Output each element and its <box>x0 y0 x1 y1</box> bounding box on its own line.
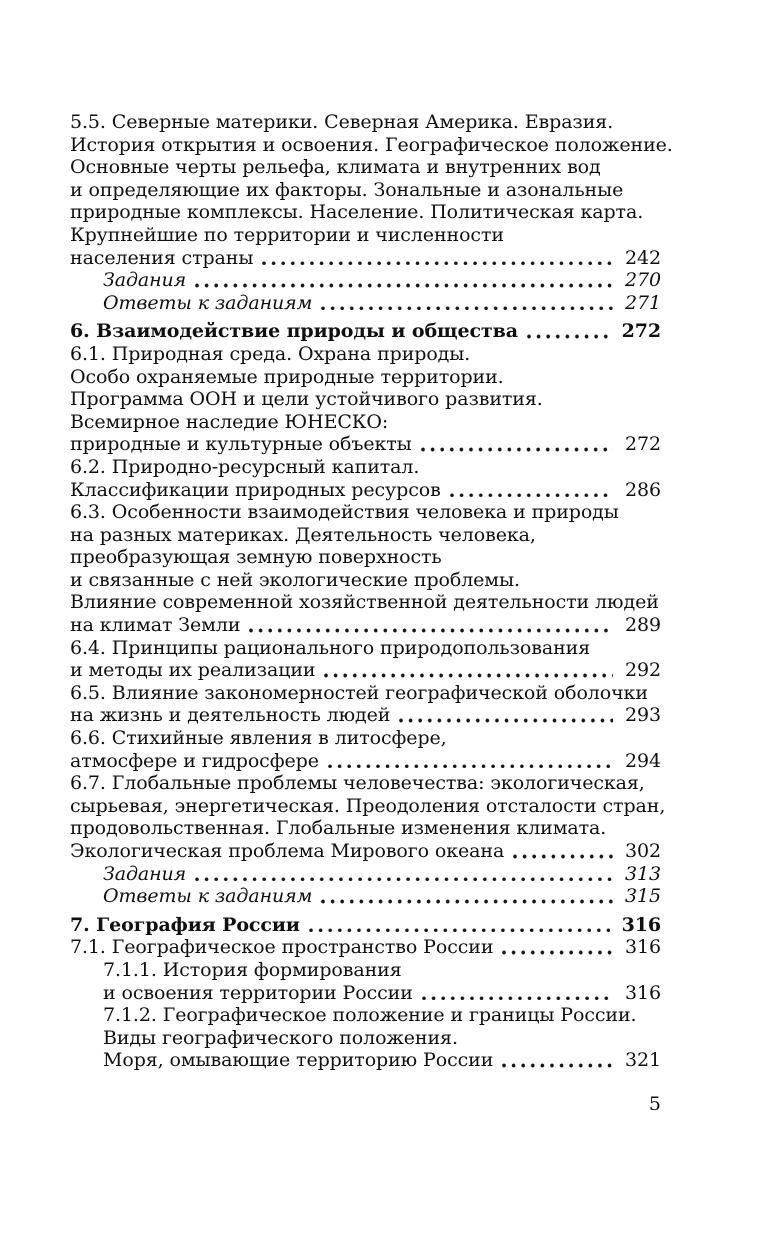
toc-page-number: 316 <box>625 936 661 959</box>
toc-line <box>70 156 661 179</box>
dot-leader <box>399 718 613 723</box>
dot-leader <box>249 628 613 633</box>
toc-line-text: природные и культурные объекты <box>70 433 412 456</box>
toc-line <box>70 659 661 682</box>
toc-page-number: 313 <box>625 862 661 885</box>
dot-leader <box>502 950 613 955</box>
toc-line <box>70 772 661 795</box>
toc-entry-6-2 <box>70 456 661 501</box>
toc-line-text: и освоения территории России <box>103 981 413 1004</box>
toc-entry-7 <box>70 914 661 937</box>
toc-line-text: 7.1.2. Географическое положение и границы России. <box>103 1004 637 1027</box>
toc-page-number: 242 <box>625 246 661 269</box>
toc-page-number: 316 <box>621 913 661 936</box>
toc-entry-6-3 <box>70 501 661 637</box>
toc-line <box>70 750 661 773</box>
toc-line <box>70 637 661 660</box>
toc-line-text: продовольственная. Глобальные изменения климата. <box>70 817 607 840</box>
toc-line-text: населения страны <box>70 246 254 269</box>
dot-leader <box>262 261 613 266</box>
dot-leader <box>195 283 613 288</box>
toc-line-text: и методы их реализации <box>70 659 316 682</box>
dot-leader <box>328 764 613 769</box>
dot-leader <box>321 899 613 904</box>
toc-page-number: 271 <box>625 291 661 314</box>
toc-line <box>70 501 661 524</box>
toc-line-text: 6.1. Природная среда. Охрана природы. <box>70 342 471 365</box>
toc-entry-tasks-5 <box>70 269 661 292</box>
toc-entry-answers-6 <box>70 885 661 908</box>
toc-line <box>70 366 661 389</box>
dot-leader <box>450 493 613 498</box>
toc-page-number: 315 <box>625 885 661 908</box>
toc-line <box>70 388 661 411</box>
toc-line-text: Программа ООН и цели устойчивого развития. <box>70 388 543 411</box>
toc-line-text: Задания <box>103 862 187 885</box>
toc-line-text: Экологическая проблема Мирового океана <box>70 840 505 862</box>
toc-line <box>70 863 661 886</box>
dot-leader <box>309 928 610 933</box>
toc-line-text: сырьевая, энергетическая. Преодоления отсталости стран, <box>70 794 666 817</box>
toc-line-text: преобразующая земную поверхность <box>70 546 442 569</box>
toc-page-number: 316 <box>625 981 661 1004</box>
toc-line-text: 6.7. Глобальные проблемы человечества: экологическая, <box>70 772 645 795</box>
toc-line <box>70 456 661 479</box>
toc-line <box>70 1027 661 1050</box>
toc-line-text: 6.6. Стихийные явления в литосфере, <box>70 727 447 750</box>
toc-line-text: История открытия и освоения. Географическое положение. <box>70 133 673 156</box>
dot-leader <box>324 673 613 678</box>
toc-line <box>70 546 661 569</box>
toc-line-text: 6. Взаимодействие природы и общества <box>70 320 518 343</box>
toc-entry-7-1 <box>70 936 661 959</box>
toc-line <box>70 411 661 434</box>
dot-leader <box>513 854 613 859</box>
toc-line <box>70 982 661 1005</box>
toc-line-text: Крупнейшие по территории и численности <box>70 223 504 246</box>
toc-line <box>70 479 661 502</box>
toc-line-text: на жизнь и деятельность людей <box>70 704 391 727</box>
toc-line <box>70 1004 661 1027</box>
toc-line-text: Особо охраняемые природные территории. <box>70 365 504 388</box>
toc-line <box>70 614 661 637</box>
dot-leader <box>321 306 613 311</box>
toc-line-text: Ответы к заданиям <box>103 885 313 908</box>
toc-line-text: 6.4. Принципы рационального природопользования <box>70 636 591 659</box>
toc-line-text: Влияние современной хозяйственной деятельности людей <box>70 591 659 614</box>
toc-page-number: 302 <box>625 840 661 862</box>
toc-line <box>70 591 661 614</box>
toc-line <box>70 247 661 270</box>
toc-line-text: 7.1. Географическое пространство России <box>70 936 494 959</box>
toc-entry-6-7 <box>70 772 666 862</box>
toc-line <box>70 524 661 547</box>
toc-line-text: 7.1.1. История формирования <box>103 958 402 981</box>
toc-line <box>70 840 661 863</box>
toc-page-number: 289 <box>625 614 661 637</box>
toc-page-number: 292 <box>625 659 661 682</box>
toc-line-text: природные комплексы. Население. Политическая карта. <box>70 201 644 224</box>
toc-line <box>70 1049 661 1072</box>
toc-line <box>70 433 661 456</box>
toc-line-text: Задания <box>103 269 187 292</box>
toc-line <box>70 914 661 937</box>
toc-line <box>70 179 661 202</box>
toc-entry-6-1 <box>70 343 661 456</box>
dot-leader <box>502 1063 613 1068</box>
toc-line-text: и связанные с ней экологические проблемы. <box>70 568 520 591</box>
toc-line <box>70 292 661 315</box>
toc-line <box>70 794 666 818</box>
toc-page-number: 270 <box>625 269 661 292</box>
toc-line-text: 7. География России <box>70 913 300 936</box>
toc-line <box>70 885 661 908</box>
toc-line-text: 6.2. Природно-ресурсный капитал. <box>70 455 420 478</box>
toc-page-number: 286 <box>625 478 661 501</box>
toc-page-number: 294 <box>625 749 661 772</box>
toc-page-number: 272 <box>625 433 661 456</box>
dot-leader <box>421 447 613 452</box>
toc-line-text: Классификации природных ресурсов <box>70 478 441 501</box>
toc-line-text: на разных материках. Деятельность человека, <box>70 523 536 546</box>
toc-entry-tasks-6 <box>70 863 661 886</box>
toc-line <box>70 133 673 157</box>
table-of-contents <box>70 111 673 1072</box>
toc-line-text: атмосфере и гидросфере <box>70 749 319 772</box>
toc-line <box>70 343 661 366</box>
toc-line <box>70 727 661 750</box>
dot-leader <box>527 334 610 339</box>
toc-line <box>70 569 661 592</box>
toc-line <box>70 111 661 134</box>
toc-entry-6-4 <box>70 637 661 682</box>
toc-entry-7-1-2 <box>70 1004 661 1072</box>
toc-line <box>70 201 661 224</box>
toc-line <box>70 269 661 292</box>
toc-line <box>70 682 661 705</box>
toc-page-number: 293 <box>625 704 661 727</box>
toc-line-text: на климат Земли <box>70 614 241 637</box>
dot-leader <box>195 877 613 882</box>
toc-line <box>70 704 661 727</box>
toc-line-text: 6.3. Особенности взаимодействия человека и природы <box>70 501 619 524</box>
toc-page-number: 272 <box>621 320 661 343</box>
toc-line-text: и определяющие их факторы. Зональные и азональные <box>70 178 624 201</box>
toc-line <box>70 224 661 247</box>
toc-entry-7-1-1 <box>70 959 661 1004</box>
toc-line-text: Основные черты рельефа, климата и внутренних вод <box>70 156 601 179</box>
toc-line <box>70 817 661 840</box>
dot-leader <box>422 996 613 1001</box>
toc-line-text: Виды географического положения. <box>103 1026 458 1049</box>
toc-entry-6-6 <box>70 727 661 772</box>
toc-line-text: 6.5. Влияние закономерностей географической оболочки <box>70 681 648 704</box>
toc-line <box>70 959 661 982</box>
toc-entry-6-5 <box>70 682 661 727</box>
toc-page-number: 321 <box>625 1049 661 1072</box>
toc-line-text: Ответы к заданиям <box>103 291 313 314</box>
toc-line-text: 5.5. Северные материки. Северная Америка. Евразия. <box>70 111 614 133</box>
toc-line <box>70 320 661 343</box>
toc-entry-5-5 <box>70 111 673 269</box>
toc-line-text: Всемирное наследие ЮНЕСКО: <box>70 410 389 433</box>
page-number-footer: 5 <box>648 1093 661 1115</box>
toc-entry-6 <box>70 320 661 343</box>
toc-line <box>70 936 661 959</box>
toc-entry-answers-5 <box>70 292 661 315</box>
toc-line-text: Моря, омывающие территорию России <box>103 1049 494 1072</box>
